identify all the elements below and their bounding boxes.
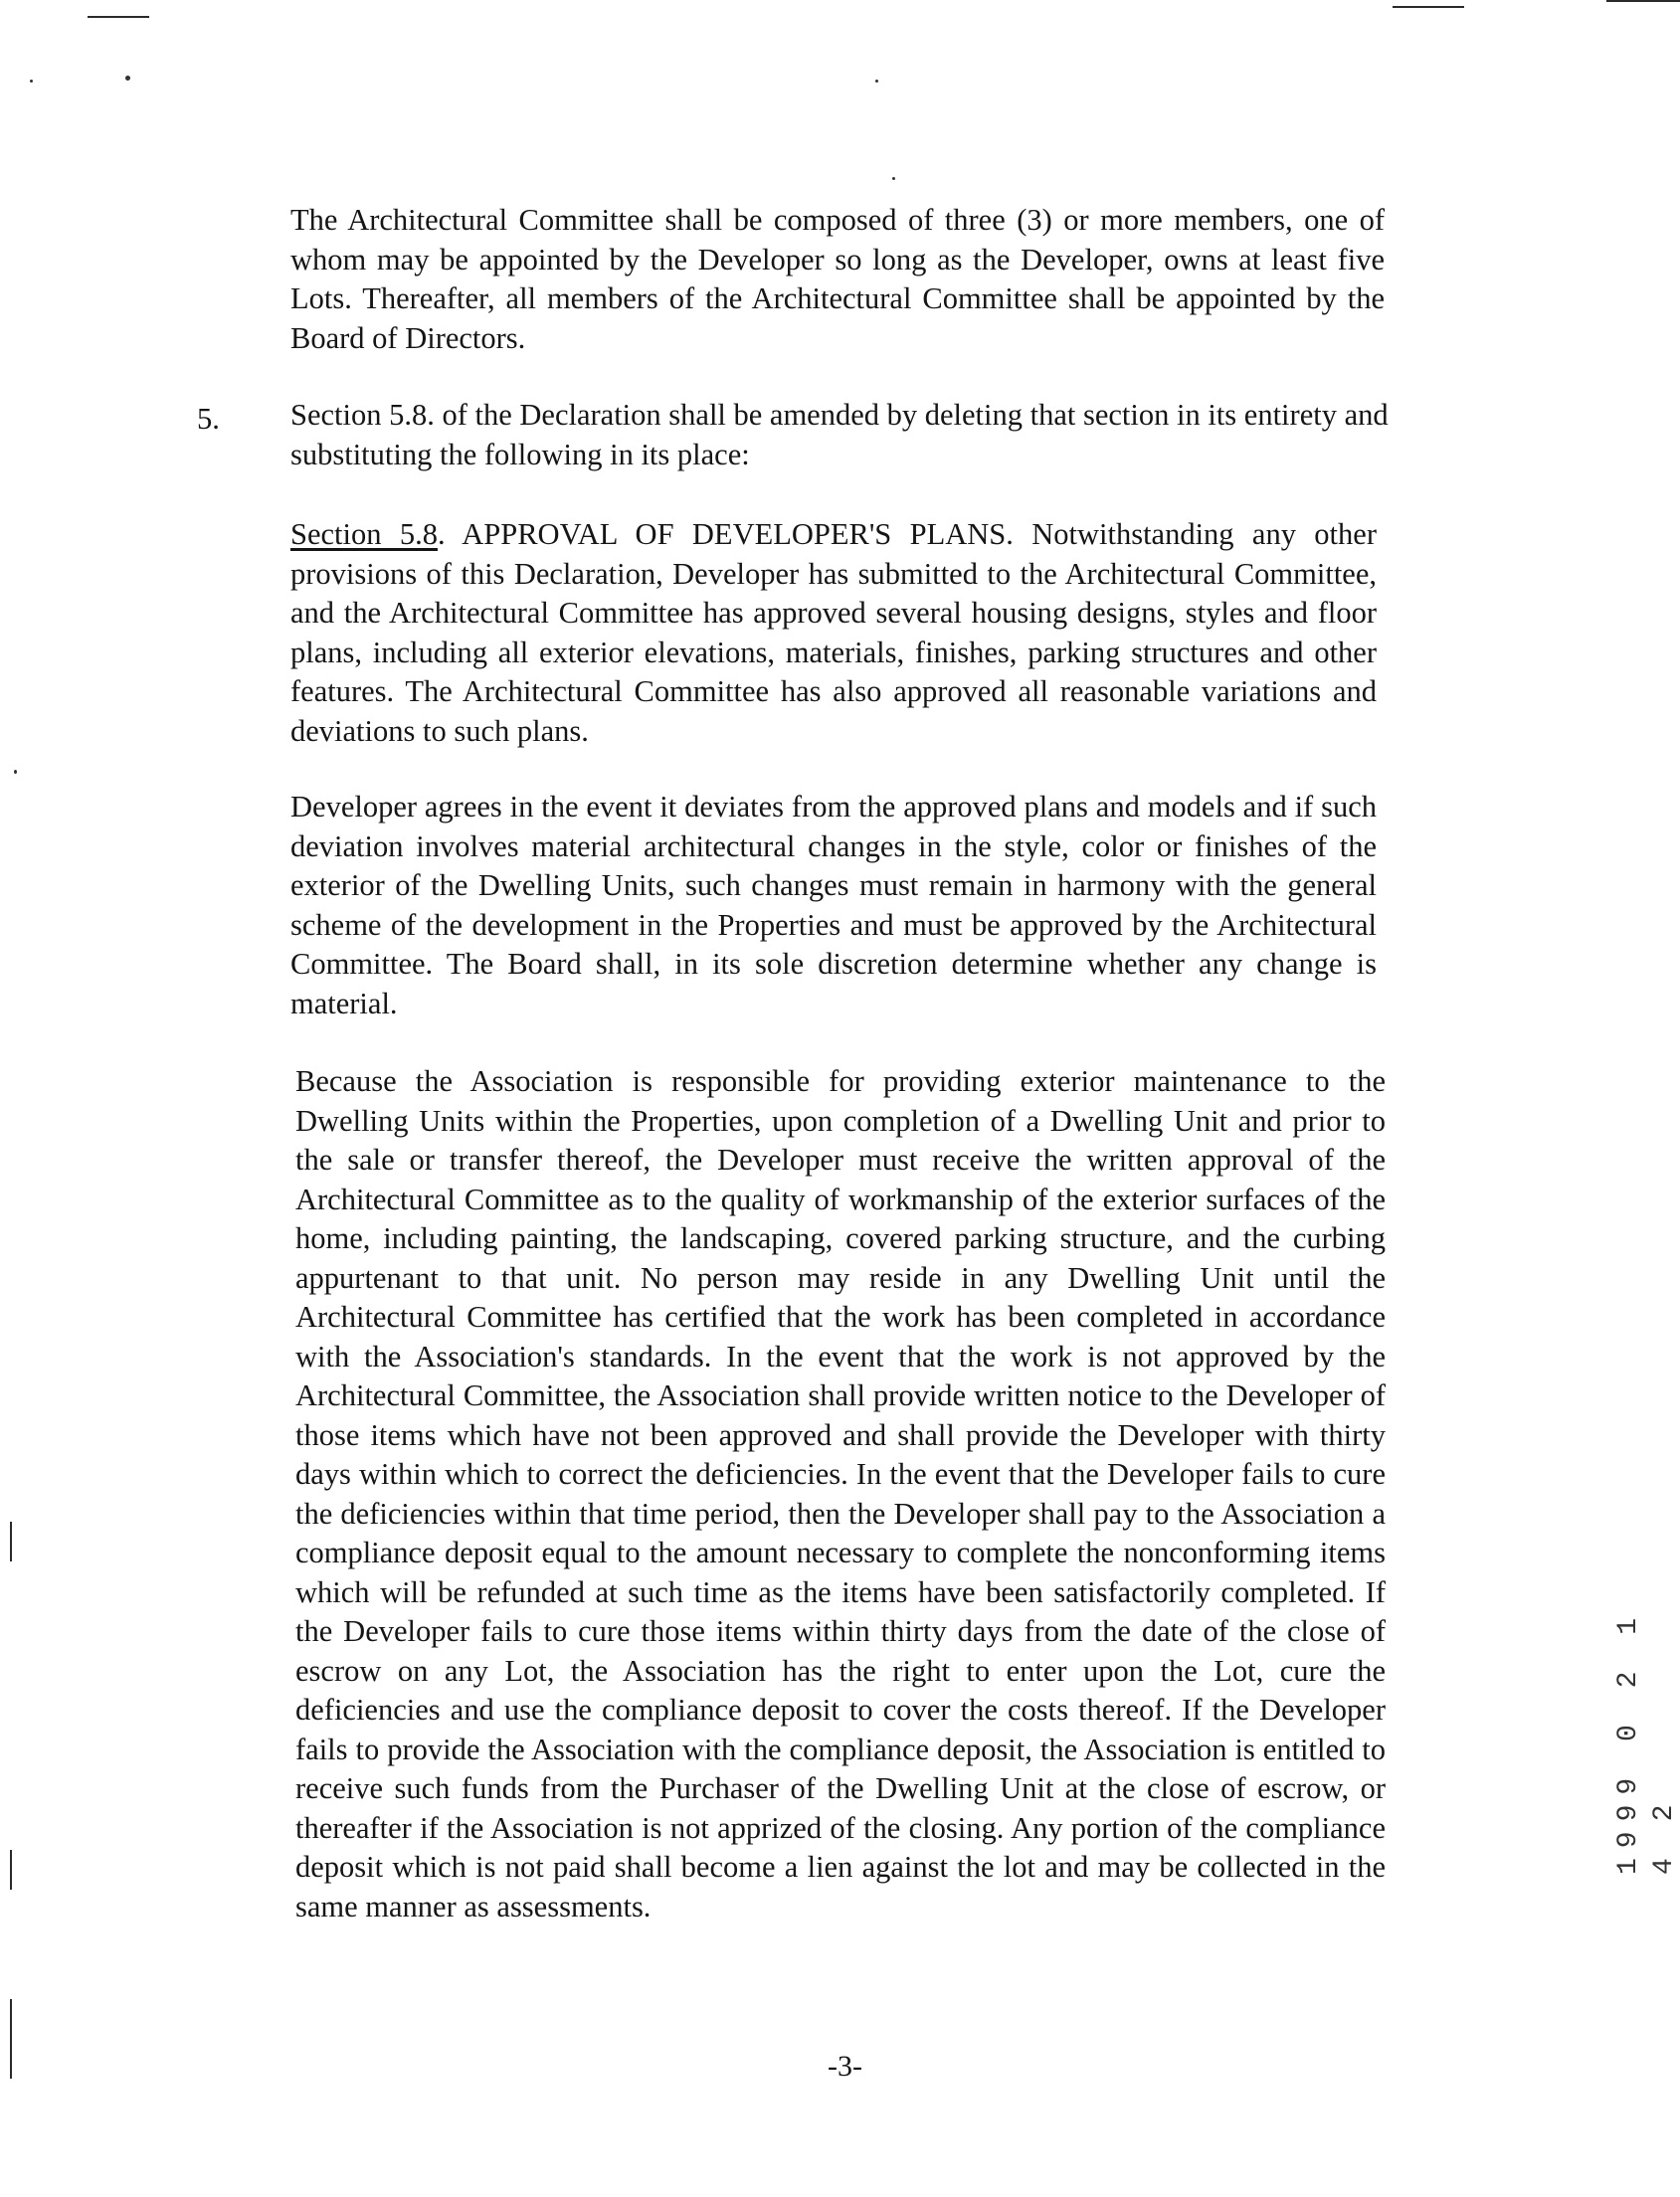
scan-dot (125, 76, 130, 81)
maintenance-paragraph: Because the Association is responsible for providing exterior maintenance to the Dwelling Units within the Properties, upon completion of a Dwelling Unit and prior to the sale or transfer thereof, the Developer must receive the written approval of the Architectural Committee as to the quality of workmanship of the exterior surfaces of the home, including painting, the landscaping, covered parking structure, and the curbing appurtenant to that unit. No person may reside in any Dwelling Unit until the Architectural Committee has certified that the work has been completed in accordance with the Association's standards. In the event that the work is not approved by the Architectural Committee, the Association shall provide written notice to the Developer of those items which have not been approved and shall provide the Developer with thirty days within which to correct the deficiencies. In the event that the Developer fails to cure the deficiencies within that time period, then the Developer shall pay to the Association a compliance deposit equal to the amount necessary to complete the nonconforming items which will be refunded at such time as the items have been satisfactorily completed. If the Developer fails to cure those items within thirty days from the date of the close of escrow on any Lot, the Association has the right to enter upon the Lot, cure the deficiencies and use the compliance deposit to cover the costs thereof. If the Developer fails to provide the Association with the compliance deposit, the Association is entitled to receive such funds from the Purchaser of the Dwelling Unit at the close of escrow, or thereafter if the Association is not apprized of the closing. Any portion of the compliance deposit which is not paid shall become a lien against the lot and may be collected in the same manner as assessments. (295, 1064, 1386, 1923)
binder-mark (10, 1522, 12, 1561)
scan-mark-top-right-edge (1606, 0, 1680, 2)
section-reference: Section 5.8 (290, 517, 438, 551)
side-stamp (1611, 1576, 1680, 1875)
scan-dot (892, 177, 895, 180)
scan-mark-top-right (1393, 6, 1464, 8)
scan-mark-top-left (88, 16, 149, 18)
page-number: -3- (828, 2050, 862, 2083)
amendment-item-text: Section 5.8. of the Declaration shall be amended by deleting that section in its entirety and substituting the following in its place: (290, 398, 1389, 471)
side-stamp-text: 1999 0 2 1 4 2 (1613, 1607, 1680, 1875)
scan-dot (875, 80, 878, 83)
section-heading: . APPROVAL OF DEVELOPER'S PLANS. (437, 517, 1014, 551)
binder-mark (10, 1850, 12, 1890)
committee-paragraph: The Architectural Committee shall be composed of three (3) or more members, one of whom may be appointed by the Developer so long as the Developer, owns at least five Lots. Thereafter, all members of the Architectural Committee shall be appointed by the Board of Directors. (290, 203, 1385, 355)
deviation-paragraph: Developer agrees in the event it deviates from the approved plans and models and if such deviation involves material architectural changes in the style, color or finishes of the exterior of the Dwelling Units, such changes must remain in harmony with the general scheme of the development in the Properties and must be approved by the Architectural Committee. The Board shall, in its sole discretion determine whether any change is material. (290, 790, 1377, 1020)
item-number: 5. (197, 402, 220, 436)
section-5-8-paragraph (290, 515, 1377, 751)
scan-dot (14, 770, 17, 774)
section-body: Notwithstanding any other provisions of this Declaration, Developer has submitted to the Architectural Committee, and the Architectural Committee has approved several housing designs, styles and floor plans, including all exterior elevations, materials, finishes, parking structures and other features. The Architectural Committee has also approved all reasonable variations and deviations to such plans. (290, 517, 1377, 748)
binder-mark (10, 1999, 12, 2079)
scan-dot (30, 80, 33, 83)
